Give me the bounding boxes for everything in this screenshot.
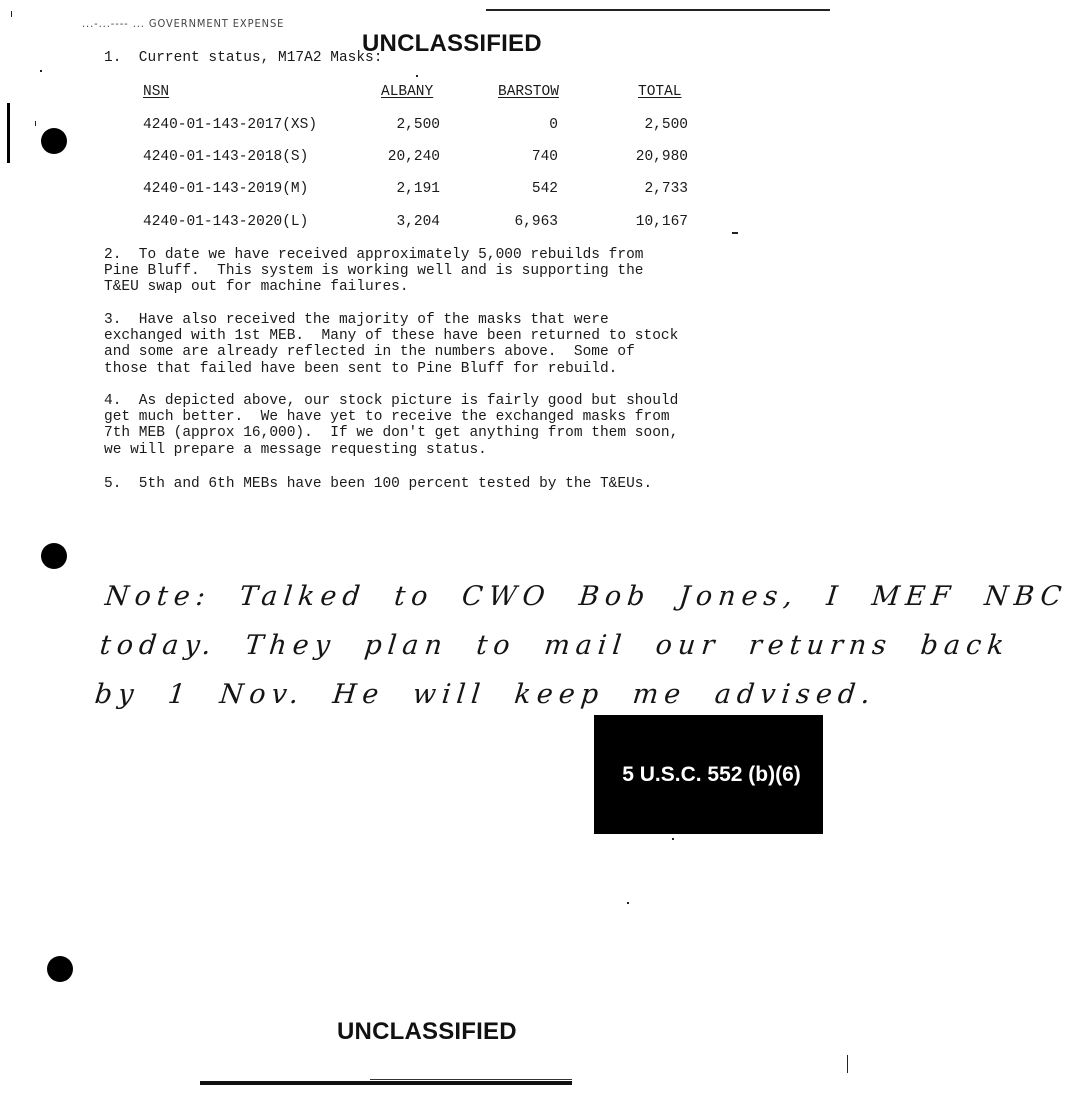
cell-barstow: 542 <box>531 181 558 197</box>
table-header-albany: ALBANY <box>381 84 434 100</box>
cell-barstow: 0 <box>549 117 558 133</box>
paragraph-4: 4. As depicted above, our stock picture is fairly good but should get much better. We have yet to receive the exchanged masks from 7th MEB (approx 16,000). If we don't get anything from them soon, we will prepare a message requesting status. <box>104 393 679 458</box>
cell-nsn: 4240-01-143-2019(M) <box>143 181 309 197</box>
cell-nsn: 4240-01-143-2018(S) <box>143 149 309 165</box>
cell-nsn: 4240-01-143-2017(XS) <box>143 117 318 133</box>
handwritten-note <box>92 572 1069 719</box>
scan-speck <box>416 75 418 77</box>
punch-hole-bottom <box>47 956 73 982</box>
scan-speck <box>732 232 738 234</box>
handwritten-line: by 1 Nov. He will keep me advised. <box>93 679 878 710</box>
classification-top: UNCLASSIFIED <box>362 30 542 57</box>
cell-total: 10,167 <box>635 214 688 230</box>
top-rule <box>486 9 830 11</box>
cell-total: 2,500 <box>644 117 688 133</box>
cell-nsn: 4240-01-143-2020(L) <box>143 214 309 230</box>
item-1-heading: 1. Current status, M17A2 Masks: <box>104 50 383 66</box>
edge-mark <box>847 1055 848 1073</box>
bottom-rule <box>200 1081 572 1085</box>
scan-speck <box>11 11 12 17</box>
scan-speck <box>35 121 36 126</box>
punch-hole-top <box>41 128 67 154</box>
left-margin-line <box>7 103 10 163</box>
table-header-total: TOTAL <box>638 84 682 100</box>
cell-total: 2,733 <box>644 181 688 197</box>
table-header-barstow: BARSTOW <box>498 84 559 100</box>
cell-albany: 2,500 <box>396 117 440 133</box>
classification-bottom: UNCLASSIFIED <box>337 1018 517 1045</box>
handwritten-line: Note: Talked to CWO Bob Jones, I MEF NBC <box>103 581 1069 612</box>
punch-hole-middle <box>41 543 67 569</box>
header-stamp: ...-...---- ... GOVERNMENT EXPENSE <box>82 17 285 30</box>
cell-barstow: 740 <box>531 149 558 165</box>
cell-albany: 3,204 <box>396 214 440 230</box>
scan-speck <box>627 902 629 904</box>
cell-total: 20,980 <box>635 149 688 165</box>
cell-albany: 2,191 <box>396 181 440 197</box>
paragraph-5: 5. 5th and 6th MEBs have been 100 percent tested by the T&EUs. <box>104 476 653 492</box>
redaction-box <box>594 715 823 834</box>
paragraph-2: 2. To date we have received approximately 5,000 rebuilds from Pine Bluff. This system is working well and is supporting the T&EU swap out for machine failures. <box>104 247 644 296</box>
scan-speck <box>672 838 674 840</box>
scan-speck <box>40 70 42 72</box>
table-header-nsn: NSN <box>143 84 170 100</box>
cell-albany: 20,240 <box>387 149 440 165</box>
cell-barstow: 6,963 <box>514 214 558 230</box>
bottom-rule-thin <box>370 1079 572 1080</box>
paragraph-3: 3. Have also received the majority of the masks that were exchanged with 1st MEB. Many of these have been returned to stock and some are already reflected in the numbers above. Some of those that failed have been sent to Pine Bluff for rebuild. <box>104 312 679 377</box>
redaction-label: 5 U.S.C. 552 (b)(6) <box>622 762 801 786</box>
handwritten-line: today. They plan to mail our returns back <box>98 630 1012 661</box>
